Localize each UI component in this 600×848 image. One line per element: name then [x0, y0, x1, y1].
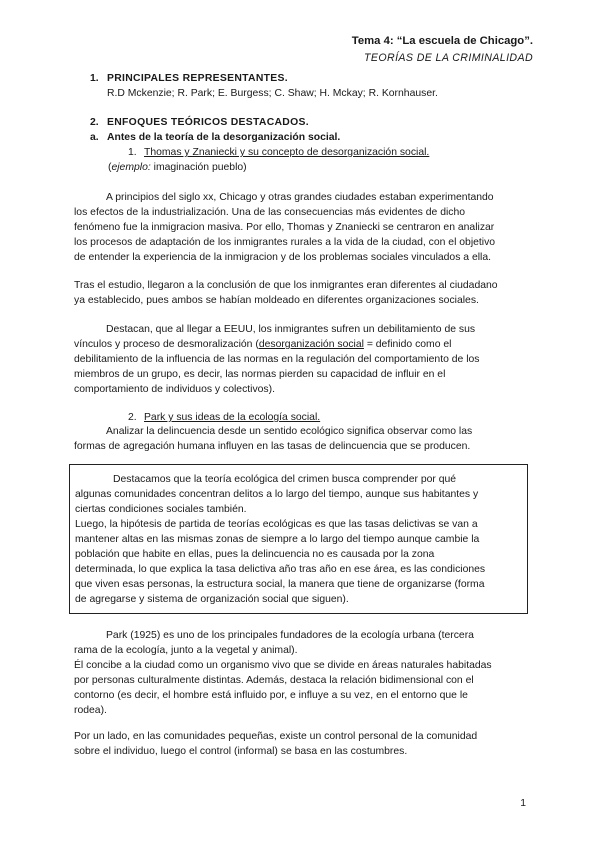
paragraph-line: Destacan, que al llegar a EEUU, los inmigrantes sufren un debilitamiento de sus — [106, 324, 476, 335]
line-text: = definido como el — [363, 339, 452, 350]
paragraph-line: comportamiento de individuos y colectivos). — [74, 384, 275, 395]
item-1-title: Thomas y Znaniecki y su concepto de desorganización social. — [144, 147, 430, 158]
box-line: Destacamos que la teoría ecológica del crimen busca comprender por qué — [113, 474, 457, 485]
paragraph-1 — [74, 190, 526, 265]
document-subtitle: TEORÍAS DE LA CRIMINALIDAD — [364, 52, 533, 64]
paragraph-line: ya establecido, pues ambos se habían moldeado en diferentes organizaciones sociales. — [74, 295, 479, 306]
paragraph-line: de entender la experiencia de la inmigracion y de los problemas sociales vinculados a ella. — [74, 252, 492, 263]
highlight-box-text — [75, 472, 525, 607]
paragraph-line: Analizar la delincuencia desde un sentido ecológico significa observar como las — [106, 426, 473, 437]
paragraph-line: contorno (es decir, el hombre está influido por, e influye a su vez, en el entorno que le — [74, 690, 468, 701]
item-2-number: 2. — [128, 412, 137, 423]
paragraph-line: los procesos de adaptación de los inmigrantes rurales a la vida de la ciudad, con el objetivo — [74, 237, 496, 248]
section-1-number: 1. — [90, 73, 99, 84]
paragraph-3 — [74, 322, 526, 397]
paragraph-line: fenómeno fue la inmigracion masiva. Por ello, Thomas y Znaniecki se centraron en analizar — [74, 222, 495, 233]
box-line: ciertas condiciones sociales también. — [75, 504, 247, 515]
paragraph-line: formas de agregación humana influyen en las tasas de delincuencia que se producen. — [74, 441, 471, 452]
page-number: 1 — [520, 798, 526, 809]
subsection-a-letter: a. — [90, 132, 99, 143]
paragraph-line: Él concibe a la ciudad como un organismo vivo que se divide en áreas naturales habitadas — [74, 660, 492, 671]
paragraph-line — [74, 337, 526, 352]
box-line: de agregarse y sistema de organización social que siguen). — [75, 594, 349, 605]
paragraph-line: rodea). — [74, 705, 107, 716]
item-2-title: Park y sus ideas de la ecología social. — [144, 412, 321, 423]
paragraph-6 — [74, 729, 526, 759]
paragraph-line: rama de la ecología, junto a la vegetal y animal). — [74, 645, 298, 656]
paragraph-line: miembros de un grupo, es decir, las normas pierden su capacidad de influir en el — [74, 369, 446, 380]
section-2-title: ENFOQUES TEÓRICOS DESTACADOS. — [107, 117, 309, 128]
paragraph-line: sobre el individuo, luego el control (informal) se basa en las costumbres. — [74, 746, 408, 757]
item-1-note-ejemplo: ejemplo: — [111, 162, 151, 173]
box-line: población que habite en ellas, pues la delincuencia no es causada por la zona — [75, 549, 435, 560]
section-1-authors: R.D Mckenzie; R. Park; E. Burgess; C. Shaw; H. Mckay; R. Kornhauser. — [107, 88, 438, 99]
paragraph-line: Tras el estudio, llegaron a la conclusión de que los inmigrantes eran diferentes al ciudadano — [74, 280, 498, 291]
paragraph-line: por personas culturalmente distintas. Además, destaca la relación bidimensional con el — [74, 675, 474, 686]
paragraph-line: A principios del siglo xx, Chicago y otras grandes ciudades estaban experimentando — [106, 192, 494, 203]
subsection-a-title: Antes de la teoría de la desorganización social. — [107, 132, 341, 143]
section-2-number: 2. — [90, 117, 99, 128]
box-line: Luego, la hipótesis de partida de teorías ecológicas es que las tasas delictivas se van a — [75, 519, 478, 530]
term-desorganizacion-social: desorganización social — [258, 339, 364, 350]
box-line: determinada, lo que explica la tasa delictiva año tras año en ese área, es las condiciones — [75, 564, 486, 575]
line-text: vínculos y proceso de desmoralización ( — [74, 339, 259, 350]
box-line: que viven esas personas, la estructura social, la manera que tiene de organizarse (forma — [75, 579, 485, 590]
document-topic: Tema 4: “La escuela de Chicago”. — [351, 35, 533, 47]
paragraph-line: Por un lado, en las comunidades pequeñas, existe un control personal de la comunidad — [74, 731, 478, 742]
item-1-note — [108, 160, 247, 175]
item-1-note-open: ( — [108, 162, 112, 173]
item-1-note-rest: imaginación pueblo) — [150, 162, 247, 173]
paragraph-line: debilitamiento de la influencia de las normas en la regulación del comportamiento de los — [74, 354, 480, 365]
box-line: algunas comunidades concentran delitos a lo largo del tiempo, aunque sus habitantes y — [75, 489, 479, 500]
paragraph-line: Park (1925) es uno de los principales fundadores de la ecología urbana (tercera — [106, 630, 474, 641]
paragraph-line: los efectos de la industrialización. Una de las consecuencias más evidentes de dicho — [74, 207, 466, 218]
paragraph-5 — [74, 628, 526, 718]
item-1-number: 1. — [128, 147, 137, 158]
paragraph-4 — [74, 424, 526, 454]
section-1-title: PRINCIPALES REPRESENTANTES. — [107, 73, 288, 84]
box-line: mantener altas en las mismas zonas de siempre a lo largo del tiempo aunque cambie la — [75, 534, 480, 545]
paragraph-2 — [74, 278, 526, 308]
